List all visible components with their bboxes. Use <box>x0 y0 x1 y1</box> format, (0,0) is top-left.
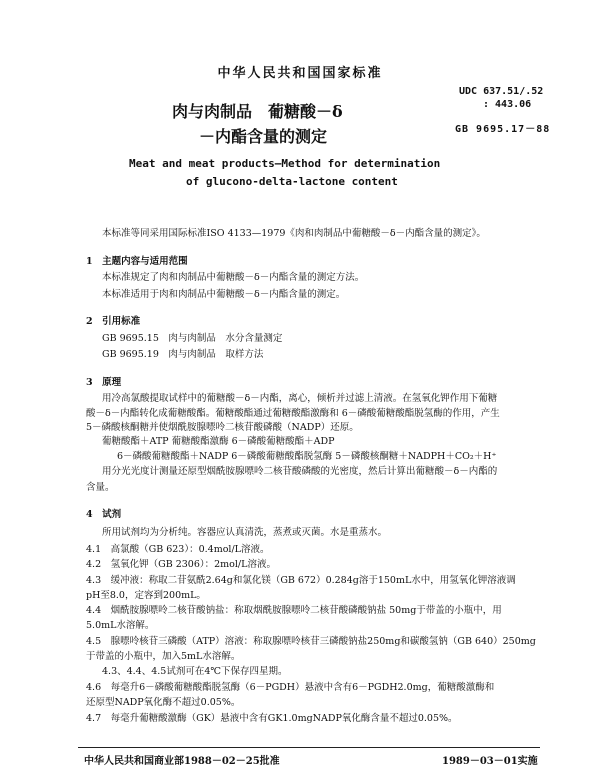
section3-line: 用分光光度计测量还原型烟酰胺腺嘌呤二核苷酸磷酸的光密度，然后计算出葡糖酸－δ－内酯的 <box>102 466 498 477</box>
reagent-line: 4.4 烟酰胺腺嘌呤二核苷酸钠盐：称取烟酰胺腺嘌呤二核苷酸磷酸钠盐 50mg于带盖的小瓶中，用 <box>86 605 502 616</box>
section3-line: 含量。 <box>86 482 115 493</box>
reaction-equation-2: 6－磷酸葡糖酸酯＋NADP 6－磷酸葡糖酸酯脱氢酶 5－磷酸核酮糖＋NADPH＋CO₂＋H⁺ <box>117 451 497 462</box>
reagent-line: 5.0mL水溶解。 <box>86 620 155 631</box>
reagent-line: 4.1 高氯酸（GB 623）：0.4mol/L溶液。 <box>86 544 270 555</box>
section1-line: 本标准规定了肉和肉制品中葡糖酸－δ－内酯含量的测定方法。 <box>102 272 365 283</box>
reagent-line: 4.3、4.4、4.5试剂可在4℃下保存四星期。 <box>102 666 288 677</box>
section4-heading: 4 试剂 <box>86 509 122 520</box>
section2-heading: 2 引用标准 <box>86 316 141 327</box>
section3-heading: 3 原理 <box>86 377 122 388</box>
section2-line: GB 9695.15 肉与肉制品 水分含量测定 <box>102 333 283 344</box>
footer-approval: 中华人民共和国商业部1988－02－25批准 <box>84 756 280 767</box>
reaction-equation-1: 葡糖酸酯＋ATP 葡糖酸酯激酶 6－磷酸葡糖酸酯＋ADP <box>102 436 335 447</box>
section3-line: 酸－δ－内酯转化成葡糖酸酯。葡糖酸酯通过葡糖酸酯激酶和 6－磷酸葡糖酸酯脱氢酶的作用，产生 <box>86 408 500 419</box>
footer-effective-date: 1989－03－01实施 <box>442 756 538 767</box>
reagent-line: 于带盖的小瓶中，加入5mL水溶解。 <box>86 651 241 662</box>
standard-org-title: 中华人民共和国国家标准 <box>217 66 383 81</box>
gb-code: GB 9695.17－88 <box>455 124 551 135</box>
udc-code-line2: : 443.06 <box>483 99 532 110</box>
section2-line: GB 9695.19 肉与肉制品 取样方法 <box>102 349 264 360</box>
reagent-line: 4.6 每毫升6－磷酸葡糖酸酯脱氢酶（6－PGDH）悬液中含有6－PGDH2.0mg，葡糖酸激酶和 <box>86 682 495 693</box>
document-title-line2: －内酯含量的测定 <box>199 127 328 146</box>
reagent-line: 4.7 每毫升葡糖酸激酶（GK）悬液中含有GK1.0mgNADP氧化酶含量不超过0.05%。 <box>86 713 458 724</box>
reagent-line: 4.5 腺嘌呤核苷三磷酸（ATP）溶液：称取腺嘌呤核苷三磷酸钠盐250mg和碳酸氢钠（GB 640）250mg <box>86 636 536 647</box>
section3-line: 5－磷酸核酮糖并使烟酰胺腺嘌呤二核苷酸磷酸（NADP）还原。 <box>86 422 359 433</box>
intro-paragraph: 本标准等同采用国际标准ISO 4133—1979《肉和肉制品中葡糖酸－δ－内酯含量的测定》。 <box>102 228 486 239</box>
section4-intro: 所用试剂均为分析纯。容器应认真清洗，蒸煮或灭菌。水是重蒸水。 <box>102 527 388 538</box>
reagent-line: 4.3 缓冲液：称取二苷氨酰2.64g和氯化镁（GB 672）0.284g溶于150mL水中，用氢氧化钾溶液调 <box>86 575 516 586</box>
udc-code-line1: UDC 637.51/.52 <box>459 86 544 97</box>
section3-line: 用冷高氯酸提取试样中的葡糖酸－δ－内酯，离心，倾析并过滤上清液。在氢氧化钾作用下葡糖 <box>102 393 498 404</box>
reagent-line: 还原型NADP氧化酶不超过0.05%。 <box>86 697 241 708</box>
footer-rule <box>78 747 540 748</box>
reagent-line: pH至8.0，定容到200mL。 <box>86 590 206 601</box>
section1-heading: 1 主题内容与适用范围 <box>86 256 188 267</box>
reagent-line: 4.2 氢氧化钾（GB 2306）：2mol/L溶液。 <box>86 559 276 570</box>
section1-line: 本标准适用于肉和肉制品中葡糖酸－δ－内酯含量的测定。 <box>102 289 346 300</box>
document-title-line1: 肉与肉制品 葡糖酸－δ <box>172 102 343 121</box>
english-title-line2: of glucono-delta-lactone content <box>186 175 398 188</box>
english-title-line1: Meat and meat products—Method for determination <box>129 157 441 170</box>
